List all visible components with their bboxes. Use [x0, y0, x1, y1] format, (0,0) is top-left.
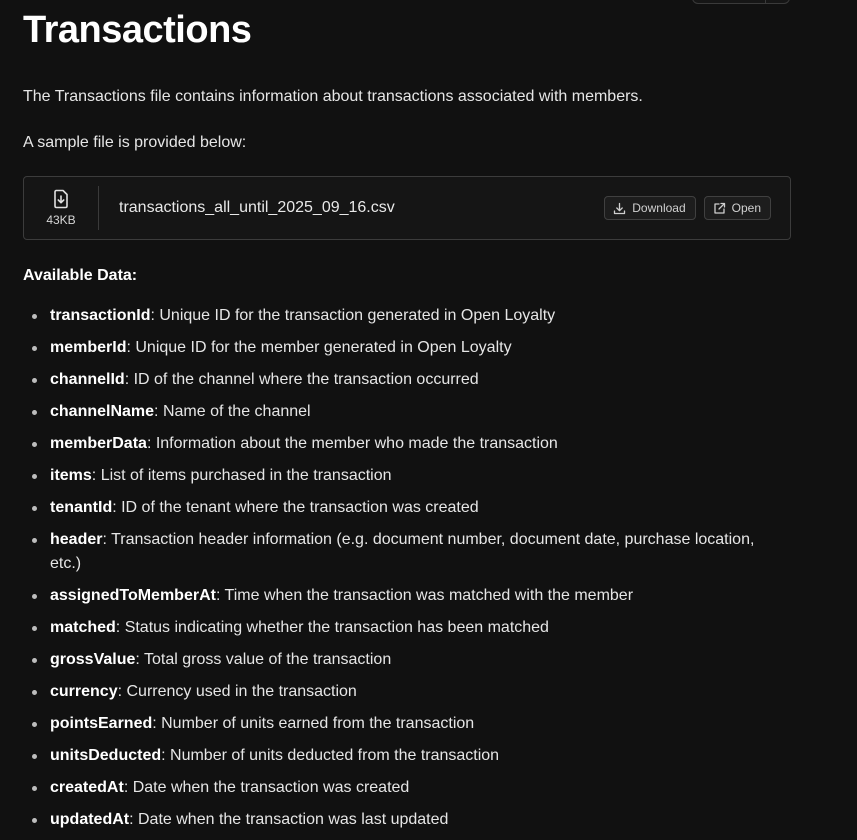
- field-description: : Status indicating whether the transaction has been matched: [115, 619, 549, 636]
- field-name: header: [50, 531, 103, 548]
- field-description: : Number of units deducted from the transaction: [161, 747, 500, 764]
- list-item: [50, 464, 770, 488]
- download-label: Download: [632, 201, 686, 215]
- download-icon: [613, 202, 626, 215]
- file-size: 43KB: [46, 213, 76, 227]
- field-description: : Name of the channel: [154, 403, 311, 420]
- list-item: [50, 400, 770, 424]
- field-name: currency: [50, 683, 118, 700]
- field-name: matched: [50, 619, 116, 636]
- list-item: [50, 496, 770, 520]
- field-description: : Unique ID for the member generated in Open Loyalty: [126, 339, 512, 356]
- field-name: grossValue: [50, 651, 136, 668]
- list-item: [50, 744, 770, 768]
- file-download-icon: [53, 189, 69, 209]
- file-attachment-card: [23, 176, 791, 240]
- field-name: unitsDeducted: [50, 747, 162, 764]
- field-description: : Date when the transaction was last updated: [129, 811, 449, 828]
- field-description: : Number of units earned from the transaction: [152, 715, 475, 732]
- field-description: : Time when the transaction was matched with the member: [215, 587, 634, 604]
- list-item: [50, 680, 770, 704]
- list-item: [50, 808, 770, 832]
- intro-text: The Transactions file contains information about transactions associated with members.: [23, 88, 643, 105]
- field-description: : ID of the channel where the transaction occurred: [124, 371, 479, 388]
- field-name: updatedAt: [50, 811, 130, 828]
- field-name: assignedToMemberAt: [50, 587, 216, 604]
- field-description: : Currency used in the transaction: [117, 683, 357, 700]
- fields-list: [23, 304, 791, 832]
- page-title: Transactions: [23, 9, 252, 51]
- file-name[interactable]: transactions_all_until_2025_09_16.csv: [119, 199, 395, 216]
- list-item: [50, 712, 770, 736]
- sample-file-text: A sample file is provided below:: [23, 134, 247, 151]
- list-item: [50, 616, 770, 640]
- open-label: Open: [731, 201, 761, 215]
- field-description: : List of items purchased in the transaction: [91, 467, 392, 484]
- field-description: : Total gross value of the transaction: [135, 651, 392, 668]
- list-item: [50, 368, 770, 392]
- list-item: [50, 776, 770, 800]
- field-description: : ID of the tenant where the transaction was created: [112, 499, 479, 516]
- file-actions: [604, 196, 771, 220]
- field-description: : Information about the member who made the transaction: [146, 435, 558, 452]
- field-name: pointsEarned: [50, 715, 153, 732]
- field-name: transactionId: [50, 307, 151, 324]
- field-name: items: [50, 467, 92, 484]
- field-description: : Transaction header information (e.g. document number, document date, purchase location, etc.): [50, 531, 755, 572]
- list-item: [50, 336, 770, 360]
- download-button[interactable]: [604, 196, 695, 220]
- field-name: memberData: [50, 435, 147, 452]
- field-name: channelName: [50, 403, 155, 420]
- list-item: [50, 432, 770, 456]
- field-description: : Unique ID for the transaction generated in Open Loyalty: [150, 307, 556, 324]
- list-item: [50, 648, 770, 672]
- list-item: [50, 528, 770, 576]
- field-name: createdAt: [50, 779, 124, 796]
- list-item: [50, 584, 770, 608]
- available-data-heading: Available Data:: [23, 267, 138, 284]
- field-name: tenantId: [50, 499, 113, 516]
- file-meta: [24, 186, 99, 230]
- field-description: : Date when the transaction was created: [123, 779, 410, 796]
- field-name: memberId: [50, 339, 127, 356]
- field-name: channelId: [50, 371, 125, 388]
- list-item: [50, 304, 770, 328]
- external-link-icon: [713, 202, 726, 215]
- main-content: [23, 0, 791, 840]
- open-button[interactable]: [704, 196, 771, 220]
